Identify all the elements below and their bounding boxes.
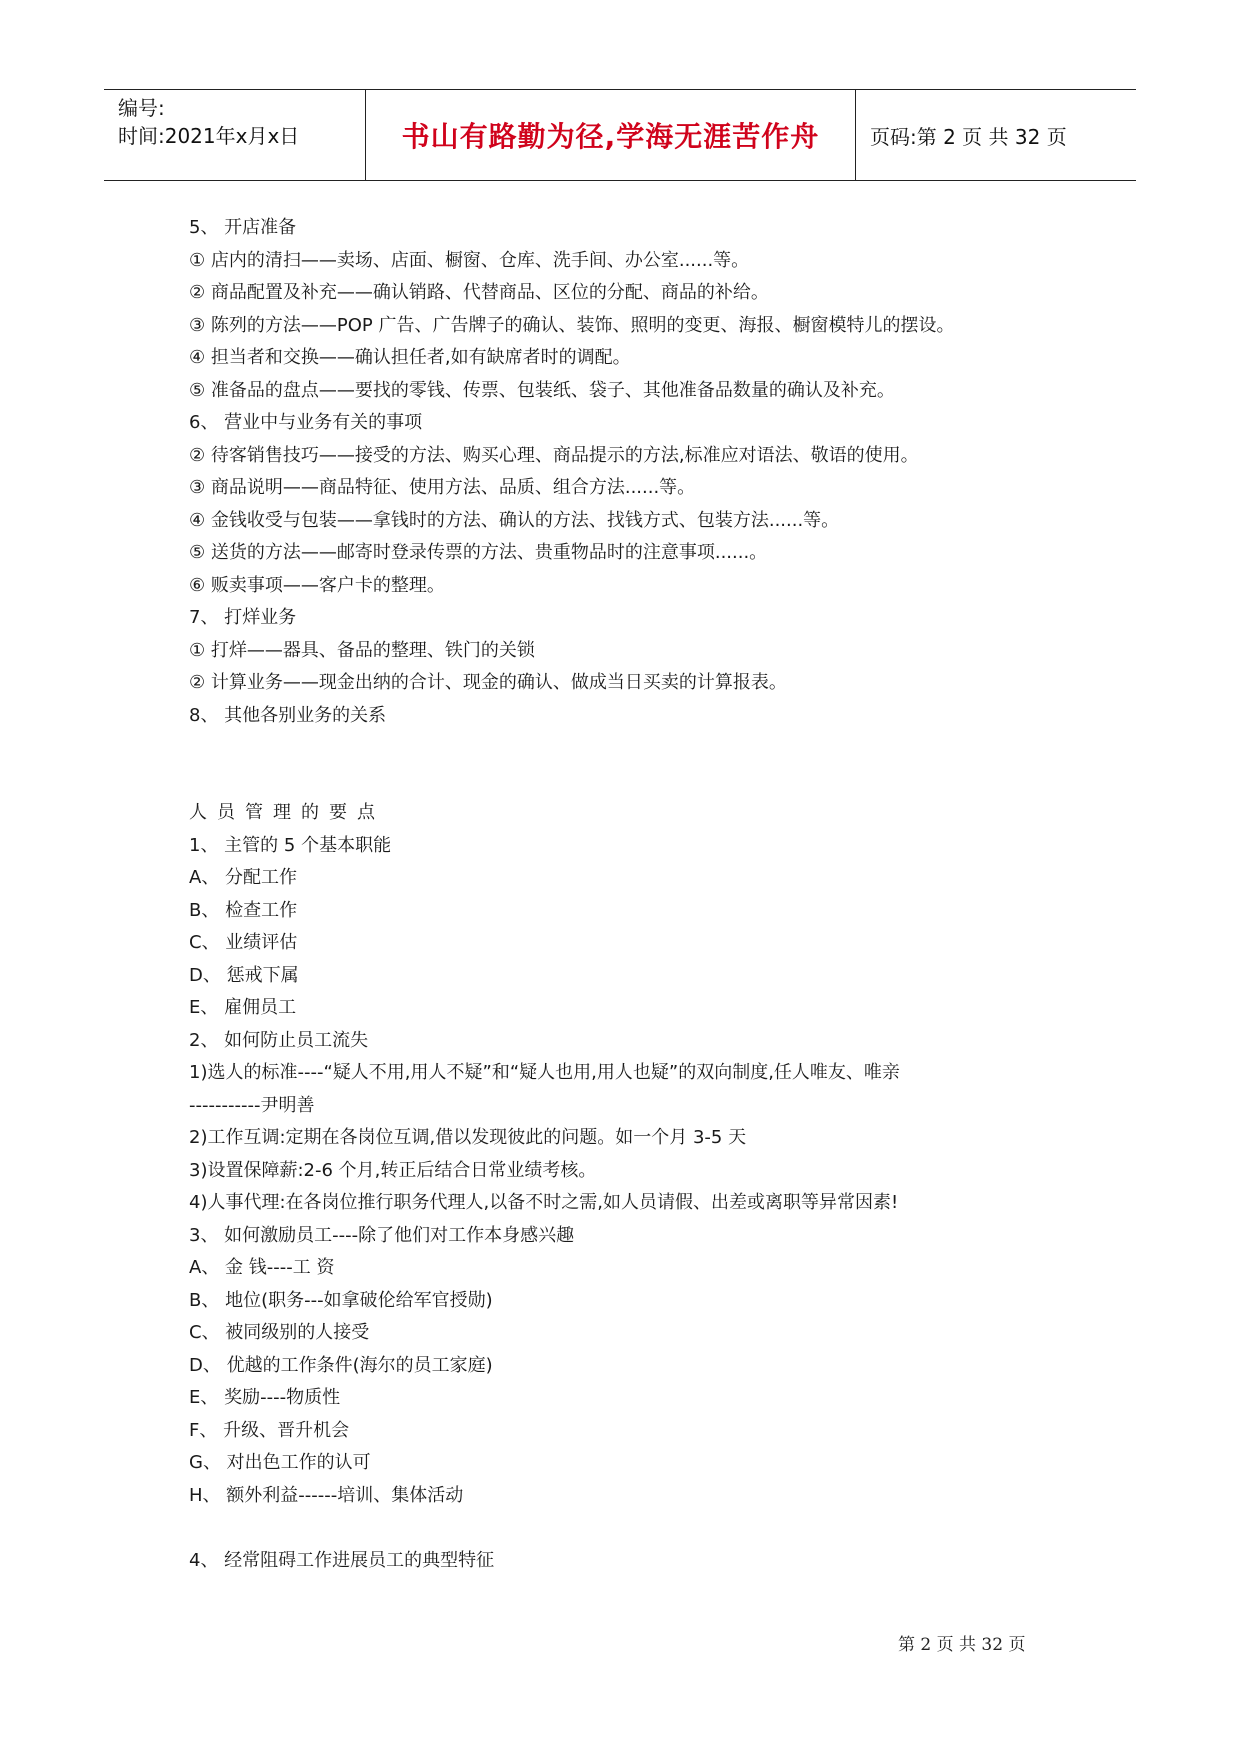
header-page-cell (856, 90, 1136, 180)
header-meta (104, 90, 366, 180)
body-line: 3)设置保障薪:2-6 个月,转正后结合日常业绩考核。 (189, 1159, 597, 1181)
body-line: C、 业绩评估 (189, 932, 298, 953)
body-line: A、 分配工作 (189, 867, 298, 888)
body-line: 1)选人的标准----“疑人不用,用人不疑”和“疑人也用,用人也疑”的双向制度,任人唯友、唯亲 (189, 1062, 900, 1083)
body-line: ⑥ 贩卖事项——客户卡的整理。 (189, 574, 445, 596)
body-line: G、 对出色工作的认可 (189, 1452, 371, 1473)
body-line: ① 店内的清扫——卖场、店面、橱窗、仓库、洗手间、办公室......等。 (189, 249, 750, 271)
body-line: H、 额外利益------培训、集体活动 (189, 1484, 464, 1506)
body-line: ⑤ 送货的方法——邮寄时登录传票的方法、贵重物品时的注意事项......。 (189, 542, 768, 563)
document-time-label: 时间:2021年x月x日 (118, 124, 300, 148)
header-motto-cell (366, 90, 856, 180)
body-line: 4)人事代理:在各岗位推行职务代理人,以备不时之需,如人员请假、出差或离职等异常因素! (189, 1192, 899, 1213)
section-title: 人员管理的要点 (189, 802, 385, 823)
body-line: ④ 担当者和交换——确认担任者,如有缺席者时的调配。 (189, 347, 631, 368)
body-line: B、 地位(职务---如拿破伦给军官授勋) (189, 1289, 493, 1311)
body-line: E、 雇佣员工 (189, 997, 297, 1018)
body-line: 4、 经常阻碍工作进展员工的典型特征 (189, 1549, 495, 1571)
body-line: ② 商品配置及补充——确认销路、代替商品、区位的分配、商品的补给。 (189, 282, 769, 303)
body-line: B、 检查工作 (189, 899, 298, 921)
body-line: 5、 开店准备 (189, 217, 297, 238)
section-store-operations (189, 212, 1109, 732)
body-line: D、 惩戒下属 (189, 964, 299, 986)
body-line: ⑤ 准备品的盘点——要找的零钱、传票、包装纸、袋子、其他准备品数量的确认及补充。 (189, 379, 895, 401)
body-line: ② 计算业务——现金出纳的合计、现金的确认、做成当日买卖的计算报表。 (189, 672, 787, 693)
body-line: D、 优越的工作条件(海尔的员工家庭) (189, 1354, 493, 1376)
document-body (189, 212, 1109, 1577)
body-line: 2、 如何防止员工流失 (189, 1029, 369, 1051)
body-line: ③ 商品说明——商品特征、使用方法、品质、组合方法......等。 (189, 477, 696, 498)
body-line: 7、 打烊业务 (189, 607, 297, 628)
body-line: -----------尹明善 (189, 1094, 315, 1116)
body-line: ④ 金钱收受与包装——拿钱时的方法、确认的方法、找钱方式、包装方法......等。 (189, 509, 840, 531)
header-motto: 书山有路勤为径,学海无涯苦作舟 (401, 120, 820, 153)
spacer (189, 732, 1109, 797)
page-footer: 第 2 页 共 32 页 (898, 1635, 1026, 1655)
body-line: E、 奖励----物质性 (189, 1387, 341, 1408)
body-line: ③ 陈列的方法——POP 广告、广告牌子的确认、装饰、照明的变更、海报、橱窗模特儿的摆设。 (189, 314, 955, 336)
body-line: A、 金 钱----工 资 (189, 1257, 335, 1278)
body-line: 2)工作互调:定期在各岗位互调,借以发现彼此的问题。如一个月 3-5 天 (189, 1127, 747, 1148)
section-personnel-management (189, 830, 1109, 1513)
body-line: 1、 主管的 5 个基本职能 (189, 834, 392, 856)
document-number-label: 编号: (118, 96, 165, 120)
body-line: F、 升级、晋升机会 (189, 1419, 350, 1441)
body-line: C、 被同级别的人接受 (189, 1322, 370, 1343)
body-line: 8、 其他各别业务的关系 (189, 704, 387, 726)
body-line: 6、 营业中与业务有关的事项 (189, 412, 423, 433)
body-line: 3、 如何激励员工----除了他们对工作本身感兴趣 (189, 1224, 575, 1246)
page-header (104, 89, 1136, 181)
header-page-code: 页码:第 2 页 共 32 页 (870, 124, 1067, 149)
body-line: ① 打烊——器具、备品的整理、铁门的关锁 (189, 639, 535, 661)
spacer (189, 1512, 1109, 1545)
body-line: ② 待客销售技巧——接受的方法、购买心理、商品提示的方法,标准应对语法、敬语的使用。 (189, 444, 919, 466)
